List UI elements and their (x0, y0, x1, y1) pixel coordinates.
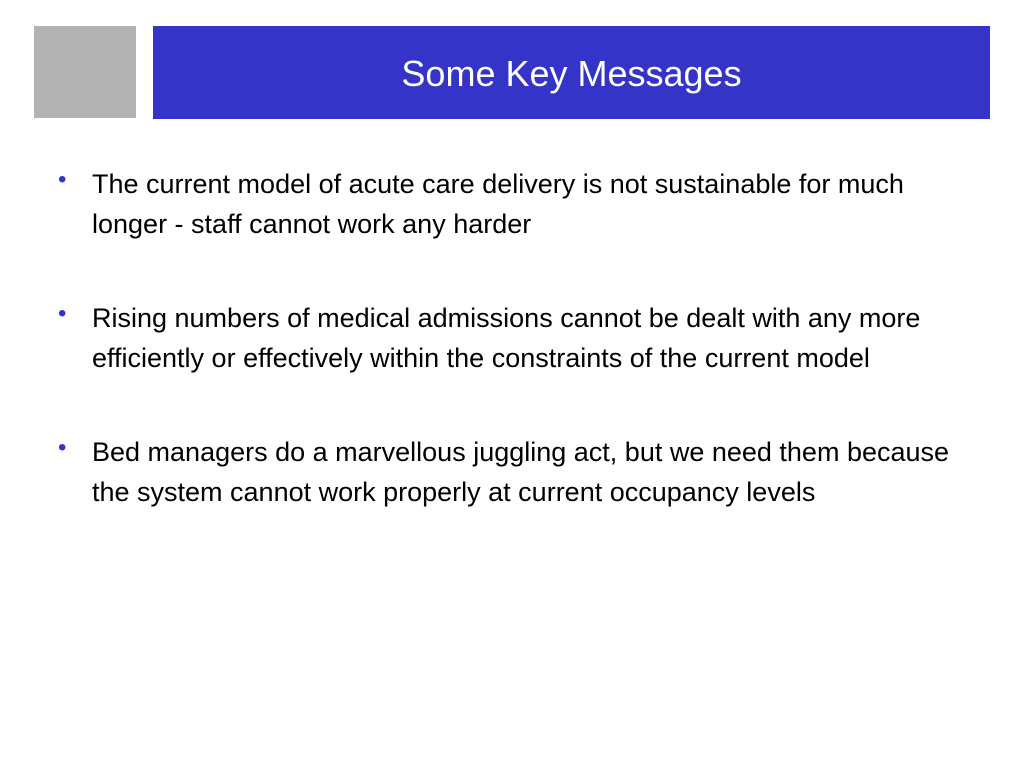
decorative-gray-block (34, 26, 136, 118)
bullet-item (56, 298, 976, 378)
slide-title: Some Key Messages (401, 52, 742, 94)
bullet-dot-icon: • (58, 166, 67, 193)
bullet-dot-icon: • (58, 434, 67, 461)
bullet-item (56, 164, 976, 244)
bullet-item (56, 432, 976, 512)
bullet-dot-icon: • (58, 300, 67, 327)
bullet-text: Rising numbers of medical admissions cannot be dealt with any more efficiently or effectively within the constraints of the current model (92, 303, 921, 373)
bullet-list (56, 164, 976, 566)
bullet-text: The current model of acute care delivery is not sustainable for much longer - staff cannot work any harder (92, 169, 904, 239)
bullet-text: Bed managers do a marvellous juggling act, but we need them because the system cannot work properly at current occupancy levels (92, 437, 950, 507)
